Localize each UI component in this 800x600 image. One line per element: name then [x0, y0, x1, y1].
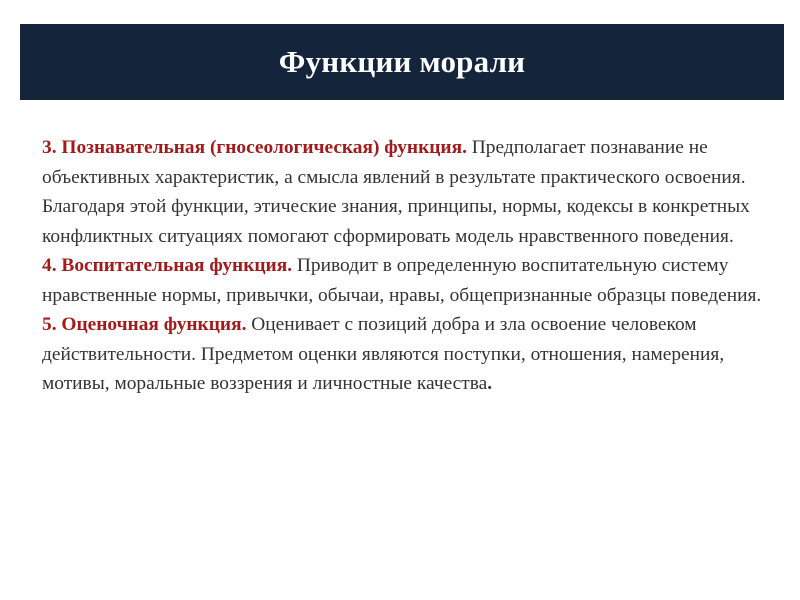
slide-title: Функции морали [278, 44, 526, 79]
final-period: . [487, 373, 493, 394]
function-description: Приводит в определенную воспитательную систему нравственные нормы, привычки, обычаи, нравы, общепризнанные образцы поведения. [42, 255, 762, 306]
function-item-cognitive [42, 133, 777, 251]
function-heading: 5. Оценочная функция. [42, 314, 247, 335]
function-heading: 3. Познавательная (гносеологическая) функция. [42, 137, 467, 158]
slide-body [42, 133, 777, 399]
function-description: Оценивает с позиций добра и зла освоение человеком действительности. Предметом оценки являются поступки, отношения, намерения, мотивы, моральные воззрения и личностные качества [42, 314, 725, 394]
function-item-evaluative [42, 310, 777, 399]
function-heading: 4. Воспитательная функция. [42, 255, 293, 276]
function-item-educational [42, 251, 777, 310]
function-description: Предполагает познавание не объективных характеристик, а смысла явлений в результате практического освоения. Благодаря этой функции, этические знания, принципы, нормы, кодексы в конкретных конфликтных ситуациях помогают сформировать модель нравственного поведения. [42, 137, 750, 247]
title-bar [20, 24, 784, 100]
